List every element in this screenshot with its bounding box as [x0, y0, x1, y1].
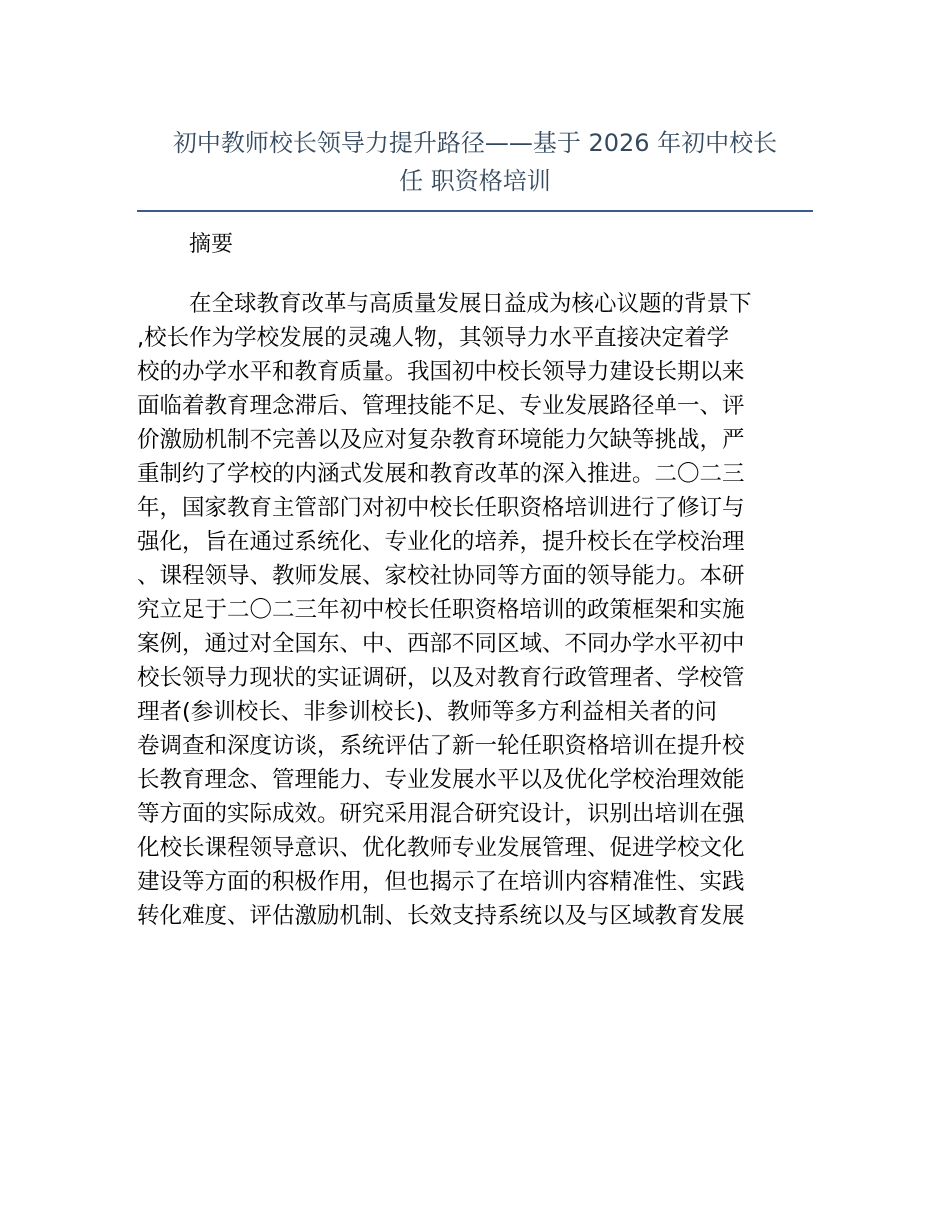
abstract-line: 重制约了学校的内涵式发展和教育改革的深入推进。二〇二三	[137, 461, 745, 487]
abstract-line: 等方面的实际成效。研究采用混合研究设计，识别出培训在强	[137, 801, 745, 827]
abstract-line: 卷调查和深度访谈，系统评估了新一轮任职资格培训在提升校	[137, 733, 745, 759]
abstract-line: 化校长课程领导意识、优化教师专业发展管理、促进学校文化	[137, 835, 745, 861]
abstract-line: 究立足于二〇二三年初中校长任职资格培训的政策框架和实施	[137, 597, 745, 623]
abstract-line: 长教育理念、管理能力、专业发展水平以及优化学校治理效能	[137, 767, 745, 793]
abstract-line: 理者(参训校长、非参训校长)、教师等多方利益相关者的问	[137, 699, 718, 725]
abstract-line: 案例，通过对全国东、中、西部不同区域、不同办学水平初中	[137, 631, 745, 657]
abstract-line: 转化难度、评估激励机制、长效支持系统以及与区域教育发展	[137, 903, 745, 929]
abstract-line: ,校长作为学校发展的灵魂人物，其领导力水平直接决定着学	[137, 325, 730, 351]
abstract-line: 价激励机制不完善以及应对复杂教育环境能力欠缺等挑战，严	[137, 427, 745, 453]
abstract-line: 校的办学水平和教育质量。我国初中校长领导力建设长期以来	[137, 359, 745, 385]
abstract-line: 校长领导力现状的实证调研，以及对教育行政管理者、学校管	[137, 665, 745, 691]
title-line-1: 初中教师校长领导力提升路径——基于 2026 年初中校长	[172, 129, 778, 157]
abstract-heading: 摘要	[189, 232, 234, 257]
title-divider	[137, 210, 813, 212]
abstract-paragraph	[137, 287, 813, 933]
document-title	[137, 124, 813, 200]
abstract-line: 建设等方面的积极作用，但也揭示了在培训内容精准性、实践	[137, 869, 745, 895]
abstract-line: 在全球教育改革与高质量发展日益成为核心议题的背景下	[189, 291, 752, 317]
abstract-line: 、课程领导、教师发展、家校社协同等方面的领导能力。本研	[137, 563, 745, 589]
abstract-line: 强化，旨在通过系统化、专业化的培养，提升校长在学校治理	[137, 529, 745, 555]
title-line-2: 任 职资格培训	[399, 167, 551, 195]
abstract-line: 年，国家教育主管部门对初中校长任职资格培训进行了修订与	[137, 495, 745, 521]
abstract-line: 面临着教育理念滞后、管理技能不足、专业发展路径单一、评	[137, 393, 745, 419]
